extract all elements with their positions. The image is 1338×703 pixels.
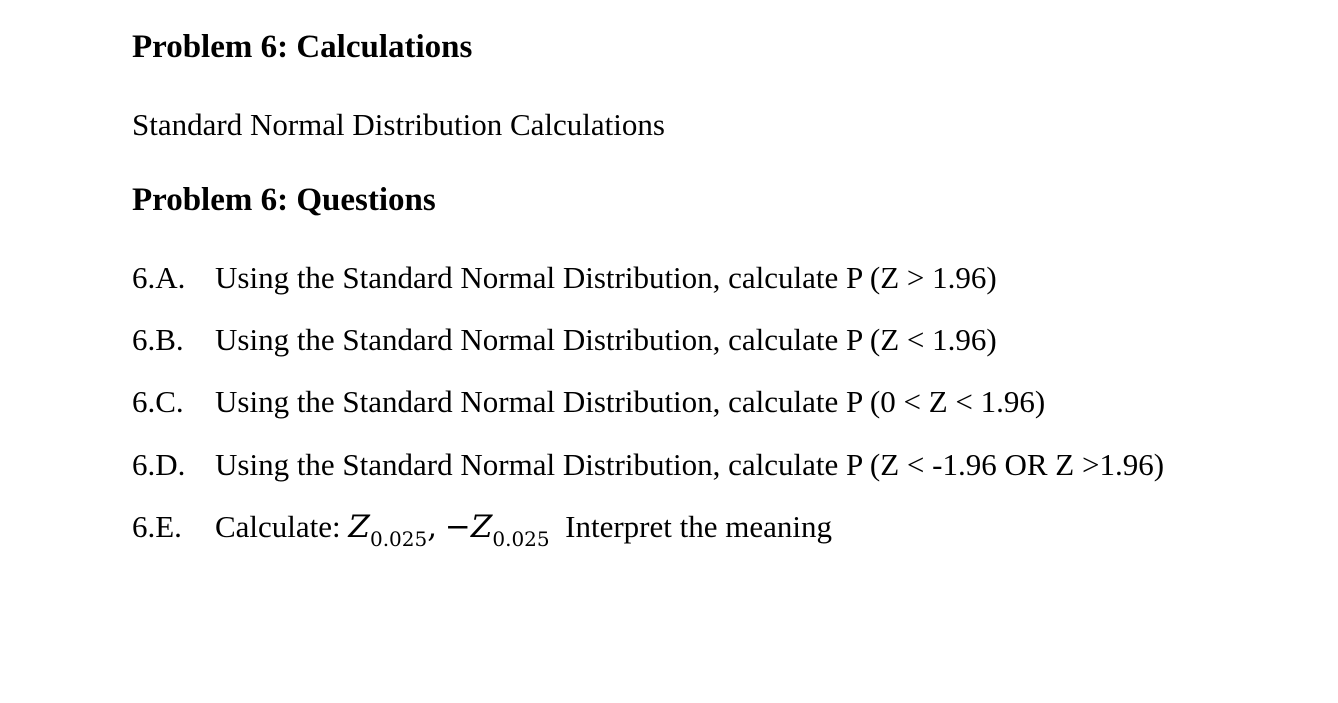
question-suffix: Interpret the meaning [565, 509, 832, 544]
math-subscript: 0.025 [492, 527, 550, 551]
question-6b [132, 324, 997, 355]
question-number: 6.D. [132, 447, 186, 482]
math-subscript: 0.025 [369, 527, 428, 551]
math-separator: , [427, 509, 438, 545]
question-text: Using the Standard Normal Distribution, calculate P (Z < -1.96 OR Z >1.96) [215, 447, 1165, 482]
question-6c [132, 386, 1045, 417]
question-6e [132, 509, 832, 551]
math-z-symbol: Z [470, 509, 493, 545]
page-subtitle: Standard Normal Distribution Calculations [132, 107, 665, 142]
question-text: Using the Standard Normal Distribution, calculate P (Z < 1.96) [215, 322, 997, 357]
questions-heading: Problem 6: Questions [132, 182, 436, 218]
page-title: Problem 6: Calculations [132, 29, 473, 65]
question-text: Using the Standard Normal Distribution, calculate P (Z > 1.96) [215, 260, 997, 295]
question-6d [132, 449, 1164, 480]
question-number: 6.B. [132, 322, 184, 357]
math-negation: − [444, 509, 471, 545]
question-number: 6.E. [132, 509, 182, 544]
question-number: 6.A. [132, 260, 186, 295]
question-prefix: Calculate: [215, 509, 349, 544]
question-text: Using the Standard Normal Distribution, calculate P (0 < Z < 1.96) [215, 384, 1046, 419]
math-z-symbol: Z [348, 509, 370, 545]
question-6a [132, 262, 997, 293]
question-number: 6.C. [132, 384, 184, 419]
